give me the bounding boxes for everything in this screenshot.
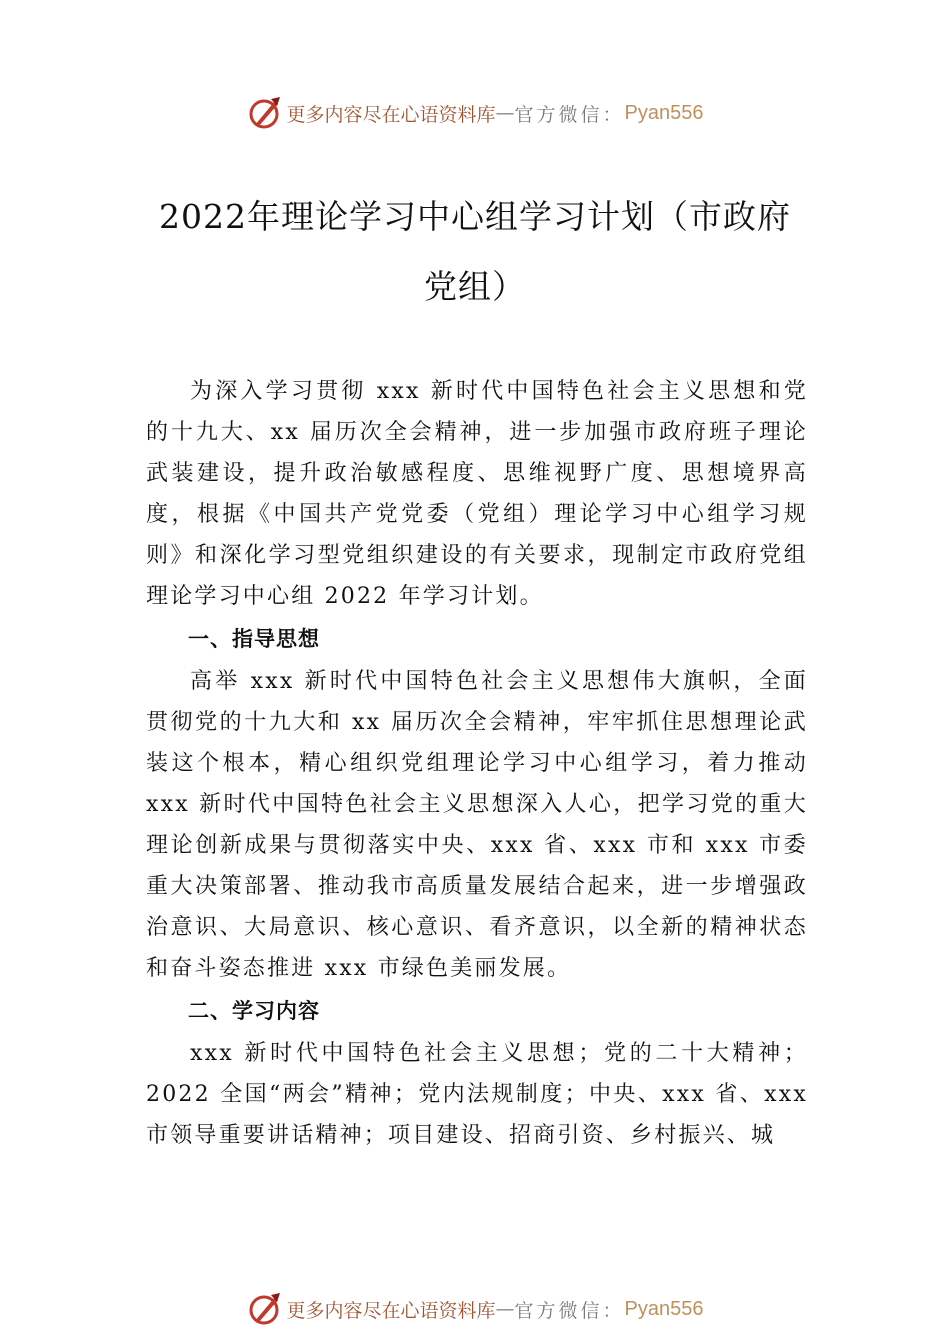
watermark-site-text: 更多内容尽在心语资料库: [286, 103, 496, 126]
quill-logo-icon: [247, 95, 283, 131]
section-heading-study-content: 二、学习内容: [188, 999, 320, 1023]
watermark-dash: —: [495, 1298, 515, 1320]
watermark-wechat-id: Pyan556: [624, 101, 704, 124]
header-watermark: [0, 93, 950, 133]
document-title: [130, 182, 820, 322]
watermark-site-text: 更多内容尽在心语资料库: [286, 1299, 496, 1322]
guiding-thought-paragraph: 高举 xxx 新时代中国特色社会主义思想伟大旗帜，全面贯彻党的十九大和 xx 届历次全会精神，牢牢抓住思想理论武装这个根本，精心组织党组理论学习中心组学习，着力推动 xxx 新时代中国特色社会主义思想深入人心，把学习党的重大理论创新成果与贯彻落实中央、xxx 省、xxx 市和 xxx 市委重大决策部署、推动我市高质量发展结合起来，进一步增强政治意识、大局意识、核心意识、看齐意识，以全新的精神状态和奋斗姿态推进 xxx 市绿色美丽发展。: [146, 669, 808, 981]
watermark-wechat-id: Pyan556: [624, 1297, 704, 1320]
watermark-dash: —: [495, 102, 515, 124]
watermark-label: 官方微信：: [514, 1299, 625, 1322]
watermark-label: 官方微信：: [514, 103, 625, 126]
quill-logo-icon: [247, 1291, 283, 1327]
footer-watermark: [0, 1289, 950, 1329]
intro-paragraph: 为深入学习贯彻 xxx 新时代中国特色社会主义思想和党的十九大、xx 届历次全会精神，进一步加强市政府班子理论武装建设，提升政治敏感程度、思维视野广度、思想境界高度，根据《中国共产党党委（党组）理论学习中心组学习规则》和深化学习型党组织建设的有关要求，现制定市政府党组理论学习中心组 2022 年学习计划。: [146, 379, 808, 609]
section-heading-guiding-thought: 一、指导思想: [188, 627, 320, 651]
document-body: [146, 371, 808, 1156]
title-line-2: 党组）: [424, 267, 526, 306]
title-line-1: 2022年理论学习中心组学习计划（市政府: [159, 197, 791, 236]
study-content-paragraph: xxx 新时代中国特色社会主义思想；党的二十大精神；2022 全国“两会”精神；党内法规制度；中央、xxx 省、xxx 市领导重要讲话精神；项目建设、招商引资、乡村振兴、城: [146, 1041, 808, 1148]
